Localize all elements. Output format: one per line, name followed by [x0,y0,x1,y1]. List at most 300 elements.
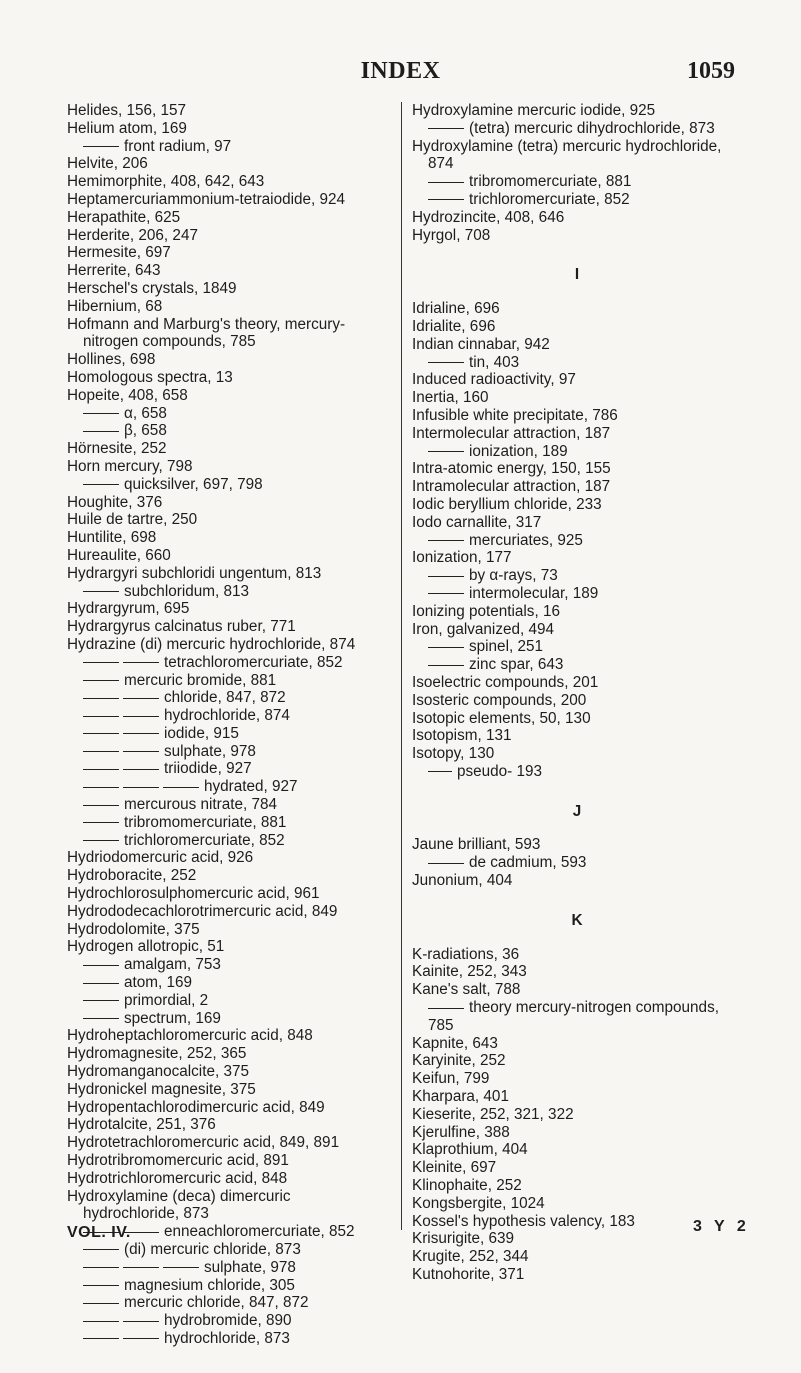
index-subentry [67,707,389,725]
index-entry [412,1195,742,1213]
repeat-dash [83,484,119,485]
index-subentry [67,1010,389,1028]
entry-text: Krugite, 252, 344 [412,1248,529,1266]
index-entry [67,369,389,387]
entry-text: Herschel's crystals, 1849 [67,279,237,297]
index-entry [412,674,742,692]
entry-text: (di) mercuric chloride, 873 [124,1241,301,1258]
index-entry [67,1045,389,1063]
repeat-dash [83,751,119,752]
index-subentry [412,354,742,372]
entry-text: spectrum, 169 [124,1009,221,1027]
index-subentry [412,173,742,191]
index-subentry [67,796,389,814]
index-entry [67,885,389,903]
index-entry [67,191,389,209]
entry-text: quicksilver, 697, 798 [124,475,263,493]
entry-text: Homologous spectra, 13 [67,368,233,386]
entry-text: Hydrodolomite, 375 [67,920,200,938]
index-subentry [67,476,389,494]
entry-text: primordial, 2 [124,991,209,1009]
entry-text: Kutnohorite, 371 [412,1266,525,1284]
index-subentry [412,443,742,461]
entry-text: Isosteric compounds, 200 [412,691,587,709]
repeat-dash [83,1000,119,1001]
entry-text: tin, 403 [469,353,520,371]
entry-text: Iodic beryllium chloride, 233 [412,495,602,513]
entry-text: Hydrotribromomercuric acid, 891 [67,1152,289,1170]
entry-text: Isoelectric compounds, 201 [412,673,599,691]
index-subentry [67,654,389,672]
repeat-dash [163,787,199,788]
entry-text: (tetra) mercuric dihydrochloride, 873 [469,119,715,137]
index-entry [412,549,742,567]
index-entry [67,1081,389,1099]
entry-text: hydrochloride, 873 [164,1329,290,1347]
index-entry [412,227,742,245]
column-divider [401,102,402,1230]
repeat-dash [83,1249,119,1250]
index-subentry [412,567,742,585]
index-entry [412,946,742,964]
index-entry [67,921,389,939]
index-subentry [67,1312,389,1330]
entry-text: Kongsbergite, 1024 [412,1194,545,1212]
repeat-dash [163,1267,199,1268]
entry-text: K-radiations, 36 [412,945,520,963]
index-entry [67,1116,389,1134]
entry-text: iodide, 915 [164,724,239,742]
entry-text: Herapathite, 625 [67,208,181,226]
index-entry [67,1188,389,1224]
repeat-dash [123,698,159,699]
index-entry [412,138,742,174]
index-entry [412,981,742,999]
repeat-dash [83,662,119,663]
entry-text: Horn mercury, 798 [67,457,193,475]
entry-text: tetrachloromercuriate, 852 [164,653,343,671]
entry-text: magnesium chloride, 305 [124,1276,295,1294]
index-entry [412,1035,742,1053]
index-entry [67,173,389,191]
entry-text: subchloridum, 813 [124,582,249,600]
repeat-dash [428,576,464,577]
entry-text: de cadmium, 593 [469,854,587,872]
index-entry [67,547,389,565]
entry-text: Hydrargyrus calcinatus ruber, 771 [67,618,296,636]
entry-text: Kossel's hypothesis valency, 183 [412,1212,635,1230]
repeat-dash [123,787,159,788]
entry-text: Isotopy, 130 [412,745,495,763]
repeat-dash [428,362,464,363]
index-entry [67,511,389,529]
entry-text: atom, 169 [124,974,193,992]
repeat-dash [123,751,159,752]
index-subentry [67,672,389,690]
entry-text: theory mercury-nitrogen compounds, 785 [428,999,719,1034]
repeat-dash [83,769,119,770]
entry-text: trichloromercuriate, 852 [124,831,285,849]
entry-text: Intermolecular attraction, 187 [412,424,611,442]
entry-text: Hyrgol, 708 [412,226,491,244]
entry-text: Kharpara, 401 [412,1088,509,1106]
entry-text: Kapnite, 643 [412,1034,498,1052]
index-entry [412,496,742,514]
index-entry [412,102,742,120]
entry-text: zinc spar, 643 [469,656,564,674]
entry-text: Hureaulite, 660 [67,546,171,564]
entry-text: Junonium, 404 [412,872,513,890]
index-subentry [67,1259,389,1277]
index-subentry [412,854,742,872]
entry-text: Helvite, 206 [67,155,148,173]
index-subentry [67,974,389,992]
index-entry [412,745,742,763]
entry-text: Klinophaite, 252 [412,1177,522,1195]
signature-mark: 3 Y 2 [693,1218,750,1235]
entry-text: mercuriates, 925 [469,531,583,549]
index-entry [412,603,742,621]
entry-text: Karyinite, 252 [412,1052,506,1070]
entry-text: Hydrotrichloromercuric acid, 848 [67,1169,288,1187]
index-subentry [412,191,742,209]
index-subentry [67,992,389,1010]
index-entry [67,938,389,956]
repeat-dash [123,733,159,734]
repeat-dash [83,431,119,432]
entry-text: Houghite, 376 [67,493,163,511]
entry-text: Induced radioactivity, 97 [412,371,576,389]
index-subentry [412,585,742,603]
index-entry [67,387,389,405]
index-entry [412,425,742,443]
index-column-right [412,102,742,1284]
index-entry [67,849,389,867]
repeat-dash [83,680,119,681]
index-entry [67,1099,389,1117]
entry-text: Intra-atomic energy, 150, 155 [412,460,611,478]
index-entry [412,1070,742,1088]
entry-text: Hydrotetrachloromercuric acid, 849, 891 [67,1134,340,1152]
index-entry [67,1134,389,1152]
entry-text: Ionization, 177 [412,549,512,567]
entry-text: Hydroxylamine (tetra) mercuric hydrochloride, 874 [412,137,722,173]
index-entry [412,872,742,890]
index-subentry [412,120,742,138]
index-subentry [412,638,742,656]
index-subentry [67,405,389,423]
entry-text: Hydrotalcite, 251, 376 [67,1116,216,1134]
entry-text: Keifun, 799 [412,1070,490,1088]
entry-text: Hydromagnesite, 252, 365 [67,1045,247,1063]
index-subentry [67,778,389,796]
entry-text: hydrobromide, 890 [164,1312,292,1330]
index-subentry [67,1277,389,1295]
entry-text: Hydrozincite, 408, 646 [412,208,565,226]
repeat-dash [83,1321,119,1322]
entry-text: Iodo carnallite, 317 [412,513,542,531]
entry-text: Kainite, 252, 343 [412,963,527,981]
entry-text: Krisurigite, 639 [412,1230,515,1248]
index-subentry [412,532,742,550]
index-entry [67,1027,389,1045]
entry-text: by α-rays, 73 [469,567,558,585]
index-column-left [67,102,389,1348]
index-entry [412,1124,742,1142]
entry-text: hydrated, 927 [204,778,298,796]
entry-text: Hydrazine (di) mercuric hydrochloride, 874 [67,635,356,653]
index-entry [412,371,742,389]
entry-text: Hydromanganocalcite, 375 [67,1063,249,1081]
repeat-dash [83,146,119,147]
repeat-dash [428,771,452,772]
index-entry [412,209,742,227]
entry-text: mercuric chloride, 847, 872 [124,1294,309,1312]
entry-text: trichloromercuriate, 852 [469,190,630,208]
entry-text: chloride, 847, 872 [164,689,286,707]
page-number: 1059 [687,58,735,84]
repeat-dash [123,662,159,663]
index-entry [412,1088,742,1106]
entry-text: pseudo- 193 [457,762,543,780]
entry-text: mercurous nitrate, 784 [124,796,278,814]
repeat-dash [83,733,119,734]
index-subentry [67,1330,389,1348]
index-entry [412,1159,742,1177]
repeat-dash [123,1267,159,1268]
entry-text: Infusible white precipitate, 786 [412,406,618,424]
entry-text: Huntilite, 698 [67,529,157,547]
repeat-dash [428,199,464,200]
index-subentry [67,814,389,832]
index-entry [67,262,389,280]
repeat-dash [123,1321,159,1322]
repeat-dash [83,805,119,806]
repeat-dash [428,647,464,648]
index-entry [412,318,742,336]
repeat-dash [83,787,119,788]
repeat-dash [83,1303,119,1304]
repeat-dash [428,451,464,452]
entry-text: ionization, 189 [469,442,568,460]
repeat-dash [83,965,119,966]
entry-text: Helium atom, 169 [67,119,187,137]
index-entry [67,102,389,120]
entry-text: Herderite, 206, 247 [67,226,198,244]
entry-text: Hemimorphite, 408, 642, 643 [67,173,265,191]
entry-text: Huile de tartre, 250 [67,511,198,529]
index-entry [412,1141,742,1159]
volume-label: VOL. IV. [67,1224,131,1241]
repeat-dash [83,822,119,823]
section-letter: I [574,266,580,284]
index-entry [67,280,389,298]
index-subentry [412,763,742,781]
index-entry [67,600,389,618]
index-entry [67,244,389,262]
entry-text: Kane's salt, 788 [412,981,521,999]
entry-text: Indian cinnabar, 942 [412,335,550,353]
entry-text: Hermesite, 697 [67,244,171,262]
entry-text: Hollines, 698 [67,351,156,369]
index-subentry [67,689,389,707]
repeat-dash [83,1018,119,1019]
index-entry [412,478,742,496]
entry-text: triiodide, 927 [164,760,252,778]
repeat-dash [83,716,119,717]
entry-text: Kjerulfine, 388 [412,1123,510,1141]
entry-text: tribromomercuriate, 881 [469,173,632,191]
section-letter: J [572,802,582,820]
entry-text: Jaune brilliant, 593 [412,836,541,854]
index-entry [67,351,389,369]
entry-text: tribromomercuriate, 881 [124,813,287,831]
index-entry [412,300,742,318]
entry-text: Klaprothium, 404 [412,1141,528,1159]
entry-text: Hydroboracite, 252 [67,867,197,885]
index-entry [67,867,389,885]
entry-text: Herrerite, 643 [67,262,161,280]
repeat-dash [83,840,119,841]
entry-text: Hopeite, 408, 658 [67,386,188,404]
index-entry [67,1170,389,1188]
entry-text: Hydrododecachlorotrimercuric acid, 849 [67,902,338,920]
index-entry [412,460,742,478]
repeat-dash [428,665,464,666]
repeat-dash [428,182,464,183]
entry-text: sulphate, 978 [164,742,256,760]
index-entry [412,336,742,354]
entry-text: hydrochloride, 874 [164,707,290,725]
entry-text: Isotopism, 131 [412,727,512,745]
entry-text: Hydropentachlorodimercuric acid, 849 [67,1098,325,1116]
entry-text: Hydrargyrum, 695 [67,600,190,618]
index-entry [67,298,389,316]
page-header [0,58,801,88]
repeat-dash [123,1338,159,1339]
entry-text: Isotopic elements, 50, 130 [412,709,591,727]
index-entry [412,1248,742,1266]
entry-text: Hörnesite, 252 [67,440,167,458]
entry-text: spinel, 251 [469,638,543,656]
index-entry [412,1052,742,1070]
index-subentry [67,760,389,778]
index-entry [412,1266,742,1284]
repeat-dash [83,591,119,592]
index-entry [67,494,389,512]
entry-text: Hydronickel magnesite, 375 [67,1080,256,1098]
entry-text: Hydrochlorosulphomercuric acid, 961 [67,885,320,903]
index-subentry [67,583,389,601]
repeat-dash [428,1008,464,1009]
index-entry [412,836,742,854]
entry-text: Iron, galvanized, 494 [412,620,555,638]
entry-text: intermolecular, 189 [469,584,599,602]
entry-text: front radium, 97 [124,137,232,155]
entry-text: Intramolecular attraction, 187 [412,478,611,496]
entry-text: Hibernium, 68 [67,297,163,315]
repeat-dash [428,128,464,129]
entry-text: Idrialine, 696 [412,300,500,318]
repeat-dash [123,769,159,770]
index-entry [67,209,389,227]
index-entry [67,529,389,547]
index-entry [412,727,742,745]
index-subentry [67,956,389,974]
index-entry [67,903,389,921]
section-letter: K [571,911,583,929]
entry-text: β, 658 [124,422,167,440]
entry-text: Hydroxylamine (deca) dimercuric hydrochloride, 873 [67,1187,291,1223]
index-entry [412,710,742,728]
entry-text: Hydriodomercuric acid, 926 [67,849,254,867]
index-entry [67,1063,389,1081]
index-entry [412,692,742,710]
entry-text: enneachloromercuriate, 852 [164,1223,355,1241]
repeat-dash [428,540,464,541]
index-entry [412,1106,742,1124]
index-subentry [67,725,389,743]
index-entry [67,458,389,476]
entry-text: Inertia, 160 [412,389,489,407]
index-subentry [67,422,389,440]
index-subentry [67,1241,389,1259]
entry-text: Hydroxylamine mercuric iodide, 925 [412,102,656,119]
index-subentry [412,656,742,674]
index-entry [412,514,742,532]
entry-text: Heptamercuriammonium-tetraiodide, 924 [67,190,346,208]
index-entry [412,621,742,639]
index-entry [67,155,389,173]
index-entry [67,1152,389,1170]
repeat-dash [83,698,119,699]
repeat-dash [123,716,159,717]
index-entry [67,618,389,636]
entry-text: Hydrogen allotropic, 51 [67,938,225,956]
index-entry [67,440,389,458]
index-entry [412,963,742,981]
entry-text: sulphate, 978 [204,1258,296,1276]
repeat-dash [83,1338,119,1339]
index-entry [67,565,389,583]
repeat-dash [83,1285,119,1286]
index-entry [67,227,389,245]
index-subentry [67,743,389,761]
index-subentry [67,138,389,156]
index-entry [412,1177,742,1195]
index-subentry [67,832,389,850]
entry-text: Hydroheptachloromercuric acid, 848 [67,1027,313,1045]
entry-text: α, 658 [124,404,167,422]
entry-text: Kieserite, 252, 321, 322 [412,1105,574,1123]
repeat-dash [83,983,119,984]
entry-text: amalgam, 753 [124,956,221,974]
index-entry [67,120,389,138]
entry-text: Helides, 156, 157 [67,102,187,119]
entry-text: mercuric bromide, 881 [124,671,277,689]
page-title: INDEX [360,58,441,84]
repeat-dash [83,1267,119,1268]
repeat-dash [428,863,464,864]
entry-text: Ionizing potentials, 16 [412,602,560,620]
index-entry [67,636,389,654]
index-entry [67,316,389,352]
repeat-dash [428,593,464,594]
index-entry [412,389,742,407]
entry-text: Kleinite, 697 [412,1159,497,1177]
entry-text: Idrialite, 696 [412,317,496,335]
entry-text: Hofmann and Marburg's theory, mercury-nitrogen compounds, 785 [67,315,346,351]
